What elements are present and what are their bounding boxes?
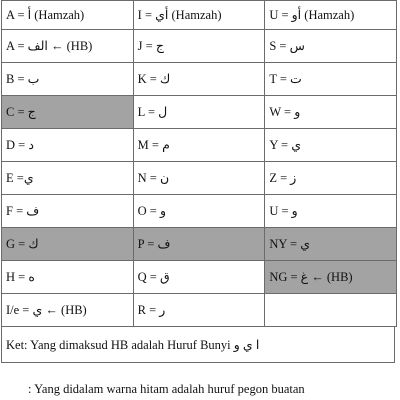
table-cell: L = ل (133, 96, 265, 129)
table-cell: B = ب (2, 63, 134, 96)
table-cell: H = ه (2, 261, 134, 294)
table-cell: M = م (133, 129, 265, 162)
table-cell: T = ت (265, 63, 397, 96)
table-cell-highlighted: NY = ي (265, 228, 397, 261)
table-cell-highlighted: NG = غ ← (HB) (265, 261, 397, 294)
table-cell: A = الف ← (HB) (2, 30, 134, 63)
table-cell: E =ي (2, 162, 134, 195)
table-cell: I = أي (Hamzah) (133, 1, 265, 30)
table-row (2, 195, 397, 228)
table-cell: N = ن (133, 162, 265, 195)
table-cell-highlighted: C = ج (2, 96, 134, 129)
table-cell: Z = ز (265, 162, 397, 195)
table-cell-empty (265, 294, 397, 327)
table-cell-highlighted: P = ف (133, 228, 265, 261)
table-cell: S = س (265, 30, 397, 63)
table-cell: W = و (265, 96, 397, 129)
table-cell: J = ج (133, 30, 265, 63)
table-row (2, 261, 397, 294)
table-row (2, 228, 397, 261)
table-cell-highlighted: G = ك (2, 228, 134, 261)
letter-mapping-table (1, 0, 397, 327)
table-cell: I/e = ي ← (HB) (2, 294, 134, 327)
table-row (2, 96, 397, 129)
table-cell: O = و (133, 195, 265, 228)
table-row (2, 129, 397, 162)
table-cell: A = أ (Hamzah) (2, 1, 134, 30)
table-cell: D = د (2, 129, 134, 162)
table-cell: U = و (265, 195, 397, 228)
table-row (2, 162, 397, 195)
table-cell: U = أو (Hamzah) (265, 1, 397, 30)
table-row (2, 294, 397, 327)
table-row (2, 30, 397, 63)
table-row (2, 63, 397, 96)
legend-note: Ket: Yang dimaksud HB adalah Huruf Bunyi ا ي و (1, 327, 395, 363)
footnote: : Yang didalam warna hitam adalah huruf pegon buatan (28, 382, 305, 396)
table-cell: Y = ي (265, 129, 397, 162)
table-cell: Q = ق (133, 261, 265, 294)
table-cell: F = ف (2, 195, 134, 228)
table-cell: K = ك (133, 63, 265, 96)
table-row (2, 1, 397, 30)
table-cell: R = ر (133, 294, 265, 327)
